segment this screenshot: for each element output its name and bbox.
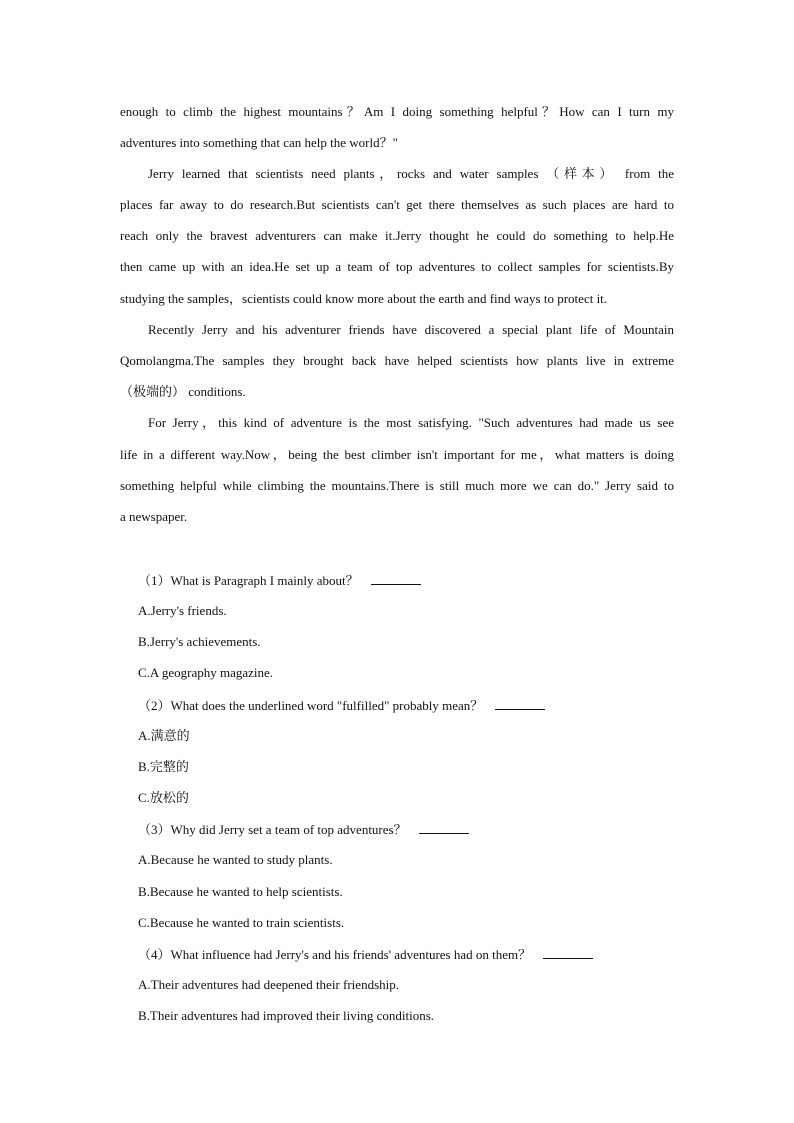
passage-line: （极端的） conditions. bbox=[120, 384, 246, 399]
answer-option: C.放松的 bbox=[138, 790, 189, 805]
passage-line: then came up with an idea.He set up a team of top adventures to collect samples for scientists.By bbox=[120, 259, 674, 274]
passage-line: Recently Jerry and his adventurer friends have discovered a special plant life of Mountain bbox=[148, 322, 674, 337]
passage-line: Qomolangma.The samples they brought back have helped scientists how plants live in extreme bbox=[120, 353, 674, 368]
answer-blank[interactable] bbox=[543, 944, 593, 959]
answer-blank[interactable] bbox=[419, 819, 469, 834]
answer-blank[interactable] bbox=[495, 695, 545, 710]
question-stem: （1）What is Paragraph I mainly about？ bbox=[138, 570, 674, 590]
passage-line: life in a different way.Now，being the best climber isn't important for me，what matters is doing bbox=[120, 447, 674, 462]
question-stem: （4）What influence had Jerry's and his friends' adventures had on them？ bbox=[138, 944, 674, 964]
question-stem: （3）Why did Jerry set a team of top adventures？ bbox=[138, 819, 674, 839]
answer-option: C.Because he wanted to train scientists. bbox=[138, 915, 345, 930]
answer-option: B.Their adventures had improved their living conditions. bbox=[138, 1008, 435, 1023]
question-stem: （2）What does the underlined word "fulfilled" probably mean？ bbox=[138, 695, 674, 715]
passage-line: Jerry learned that scientists need plants，rocks and water samples （样本） from the bbox=[148, 166, 674, 181]
answer-option: A.满意的 bbox=[138, 728, 190, 743]
passage-line: places far away to do research.But scientists can't get there themselves as such places are hard to bbox=[120, 197, 674, 212]
answer-option: B.Because he wanted to help scientists. bbox=[138, 884, 343, 899]
passage-line: adventures into something that can help the world？" bbox=[120, 135, 398, 150]
answer-option: A.Because he wanted to study plants. bbox=[138, 852, 333, 867]
answer-option: C.A geography magazine. bbox=[138, 665, 274, 680]
passage-line: For Jerry，this kind of adventure is the most satisfying. "Such adventures had made us see bbox=[148, 415, 674, 430]
answer-option: B.Jerry's achievements. bbox=[138, 634, 261, 649]
passage-line: something helpful while climbing the mountains.There is still much more we can do." Jerry said to bbox=[120, 478, 674, 493]
passage-line: studying the samples，scientists could know more about the earth and find ways to protect it. bbox=[120, 291, 608, 306]
answer-option: A.Their adventures had deepened their friendship. bbox=[138, 977, 399, 992]
answer-option: A.Jerry's friends. bbox=[138, 603, 227, 618]
passage-line: reach only the bravest adventurers can make it.Jerry thought he could do something to help.He bbox=[120, 228, 674, 243]
answer-option: B.完整的 bbox=[138, 759, 189, 774]
answer-blank[interactable] bbox=[371, 570, 421, 585]
passage-line: enough to climb the highest mountains？Am I doing something helpful？How can I turn my bbox=[120, 104, 674, 119]
passage-line: a newspaper. bbox=[120, 509, 188, 524]
